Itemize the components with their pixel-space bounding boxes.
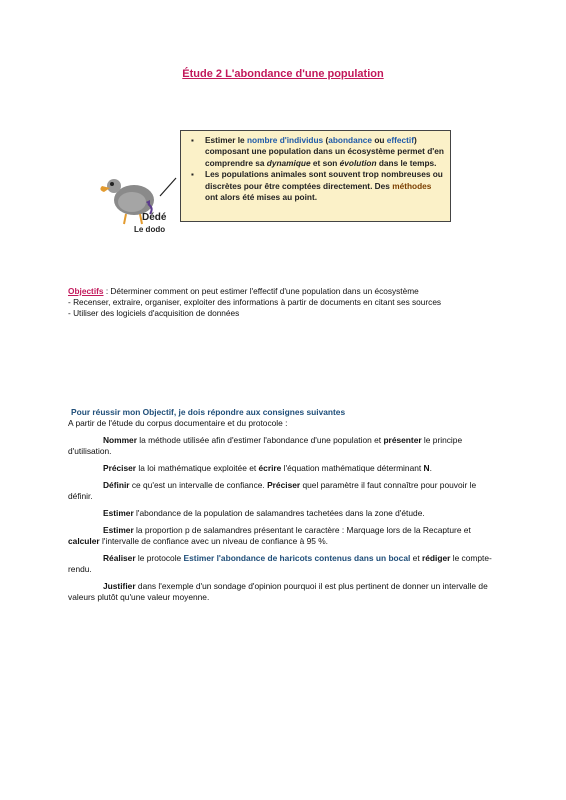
objectives-label: Objectifs bbox=[68, 286, 104, 296]
objective-line: - Utiliser des logiciels d'acquisition de données bbox=[68, 308, 240, 318]
mascot-caption: Le dodo bbox=[134, 225, 166, 234]
instruction-item: Nommer la méthode utilisée afin d'estimer l'abondance d'une population et présenter le principe d'utilisation. bbox=[68, 435, 463, 456]
page-title: Étude 2 L'abondance d'une population bbox=[182, 68, 384, 80]
mascot-name: Dédé bbox=[142, 212, 167, 223]
instruction-item: Justifier dans l'exemple d'un sondage d'opinion pourquoi il est plus pertinent de donner un intervalle de valeurs plutôt qu'une valeur moyenne. bbox=[68, 581, 488, 602]
instruction-item: Préciser la loi mathématique exploitée et écrire l'équation mathématique déterminant N. bbox=[103, 463, 432, 473]
instructions-intro: A partir de l'étude du corpus documentaire et du protocole : bbox=[68, 418, 288, 428]
instruction-item: Estimer l'abondance de la population de salamandres tachetées dans la zone d'étude. bbox=[103, 508, 425, 518]
objectives: Objectifs : Déterminer comment on peut estimer l'effectif d'une population dans un écosystème - Recenser, extraire, organiser, exploiter des informations à partir de documents en citant ses sources - Utiliser des logiciels d'acquisition de données bbox=[68, 286, 508, 319]
instruction-item: Définir ce qu'est un intervalle de confiance. Préciser quel paramètre il faut connaître pour pouvoir le définir. bbox=[68, 480, 477, 501]
objective-line: - Recenser, extraire, organiser, exploiter des informations à partir de documents en citant ses sources bbox=[68, 297, 442, 307]
intro-bullet: ▪ Estimer le nombre d'individus (abondance ou effectif) composant une population dans un écosystème permet d'en comprendre sa dynamique et son évolution dans le temps. bbox=[199, 135, 444, 169]
instructions-heading: Pour réussir mon Objectif, je dois répondre aux consignes suivantes bbox=[71, 407, 346, 417]
intro-box bbox=[180, 130, 451, 222]
instructions bbox=[68, 407, 498, 609]
instruction-item: Réaliser le protocole Estimer l'abondance de haricots contenus dans un bocal et rédiger le compte-rendu. bbox=[68, 553, 492, 574]
intro-bullet: ▪ Les populations animales sont souvent trop nombreuses ou discrètes pour être comptées directement. Des méthodes ont alors été mises au point. bbox=[199, 169, 444, 203]
instruction-item: Estimer la proportion p de salamandres présentant le caractère : Marquage lors de la Recapture et calculer l'intervalle de confiance avec un niveau de confiance à 95 %. bbox=[68, 525, 471, 546]
